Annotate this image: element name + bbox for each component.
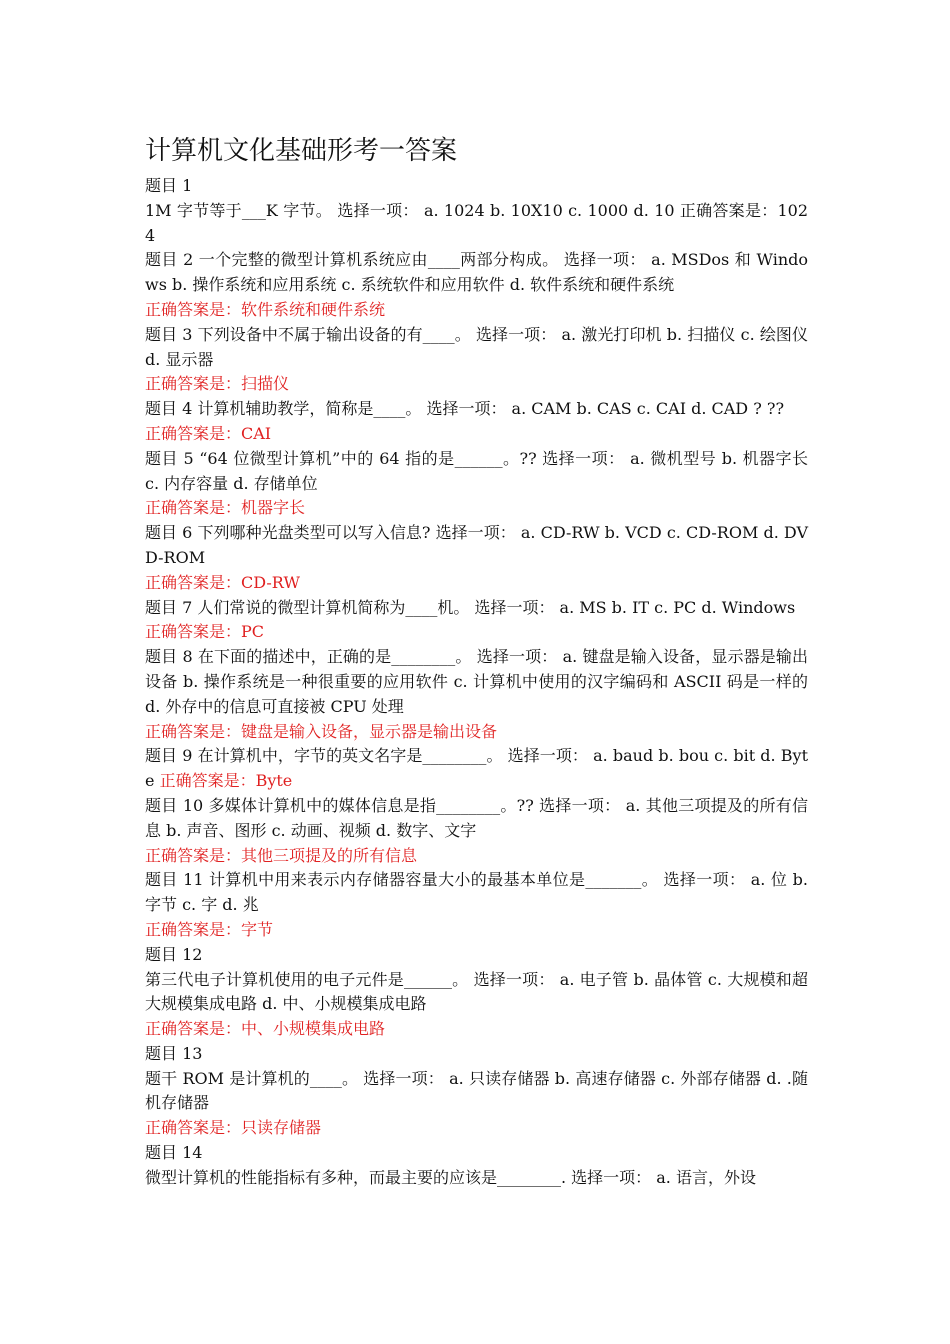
- question-line: [145, 1042, 808, 1067]
- answer-line: [145, 496, 808, 521]
- question-line: [145, 596, 808, 621]
- answer-text: 正确答案是：PC: [145, 622, 265, 642]
- question-text: 题目 1: [145, 176, 193, 195]
- question-line: [145, 744, 808, 794]
- question-list: [145, 174, 808, 1191]
- question-line: [145, 447, 808, 497]
- question-text: 微型计算机的性能指标有多种，而最主要的应该是________. 选择一项： a. 语言，外设: [145, 1167, 756, 1187]
- answer-line: [145, 422, 808, 447]
- answer-line: [145, 720, 808, 745]
- inline-answer-text: 正确答案是：Byte: [159, 771, 293, 791]
- question-line: [145, 968, 808, 1018]
- question-text: 题目 2 一个完整的微型计算机系统应由____两部分构成。 选择一项： a. MSDos 和 Windows b. 操作系统和应用系统 c. 系统软件和应用软件 d. 软件系统和硬件系统: [145, 250, 808, 295]
- question-text: 题目 10 多媒体计算机中的媒体信息是指________。?? 选择一项： a. 其他三项提及的所有信息 b. 声音、图形 c. 动画、视频 d. 数字、文字: [145, 795, 808, 840]
- answer-text: 正确答案是：只读存储器: [145, 1118, 322, 1138]
- question-text: 题目 6 下列哪种光盘类型可以写入信息? 选择一项： a. CD-RW b. VCD c. CD-ROM d. DVD-ROM: [145, 523, 808, 567]
- question-text: 题目 14: [145, 1143, 203, 1163]
- answer-text: 正确答案是：扫描仪: [145, 374, 290, 394]
- question-line: [145, 1141, 808, 1166]
- question-text: 题目 4 计算机辅助教学，简称是____。 选择一项： a. CAM b. CAS c. CAI d. CAD ? ??: [145, 399, 785, 419]
- answer-text: 正确答案是：键盘是输入设备，显示器是输出设备: [145, 721, 498, 741]
- question-text: 题目 9 在计算机中，字节的英文名字是________。 选择一项： a. baud b. bou c. bit d. Byte: [145, 746, 808, 791]
- answer-line: [145, 844, 808, 869]
- question-text: 题目 11 计算机中用来表示内存储器容量大小的最基本单位是_______。 选择一项： a. 位 b. 字节 c. 字 d. 兆: [145, 870, 808, 915]
- answer-text: 正确答案是：软件系统和硬件系统: [145, 299, 386, 319]
- question-line: [145, 1166, 808, 1191]
- document-page: [145, 132, 808, 1191]
- question-text: 1M 字节等于___K 字节。 选择一项： a. 1024 b. 10X10 c. 1000 d. 10 正确答案是：1024: [145, 200, 808, 245]
- answer-line: [145, 1116, 808, 1141]
- question-line: [145, 397, 808, 422]
- question-text: 题目 8 在下面的描述中，正确的是________。 选择一项： a. 键盘是输入设备，显示器是输出设备 b. 操作系统是一种很重要的应用软件 c. 计算机中使用的汉字编码和 ASCII 码是一样的 d. 外存中的信息可直接被 CPU 处理: [145, 647, 808, 716]
- question-text: 题目 13: [145, 1043, 203, 1063]
- answer-text: 正确答案是：CAI: [145, 423, 272, 443]
- question-line: [145, 868, 808, 918]
- question-line: [145, 1067, 808, 1117]
- answer-text: 正确答案是：中、小规模集成电路: [145, 1019, 386, 1039]
- question-line: [145, 794, 808, 844]
- question-text: 题目 12: [145, 944, 203, 964]
- question-line: [145, 323, 808, 373]
- question-line: [145, 199, 808, 249]
- document-title: 计算机文化基础形考一答案: [145, 136, 458, 166]
- question-text: 题目 7 人们常说的微型计算机简称为____机。 选择一项： a. MS b. IT c. PC d. Windows: [145, 597, 796, 617]
- question-text: 第三代电子计算机使用的电子元件是______。 选择一项： a. 电子管 b. 晶体管 c. 大规模和超大规模集成电路 d. 中、小规模集成电路: [145, 969, 808, 1014]
- answer-line: [145, 620, 808, 645]
- answer-text: 正确答案是：其他三项提及的所有信息: [145, 845, 418, 865]
- question-line: [145, 521, 808, 571]
- answer-text: 正确答案是：机器字长: [145, 498, 306, 518]
- question-text: 题目 5 “64 位微型计算机”中的 64 指的是______。?? 选择一项： a. 微机型号 b. 机器字长 c. 内存容量 d. 存储单位: [145, 448, 808, 493]
- answer-line: [145, 298, 808, 323]
- question-text: 题目 3 下列设备中不属于输出设备的有____。 选择一项： a. 激光打印机 b. 扫描仪 c. 绘图仪 d. 显示器: [145, 324, 808, 369]
- answer-text: 正确答案是：字节: [145, 919, 274, 939]
- answer-line: [145, 571, 808, 596]
- answer-line: [145, 918, 808, 943]
- question-line: [145, 248, 808, 298]
- question-line: [145, 174, 808, 199]
- question-text: 题干 ROM 是计算机的____。 选择一项： a. 只读存储器 b. 高速存储器 c. 外部存储器 d. .随机存储器: [145, 1068, 808, 1113]
- question-line: [145, 645, 808, 719]
- answer-line: [145, 372, 808, 397]
- question-line: [145, 943, 808, 968]
- answer-text: 正确答案是：CD-RW: [145, 572, 300, 592]
- answer-line: [145, 1017, 808, 1042]
